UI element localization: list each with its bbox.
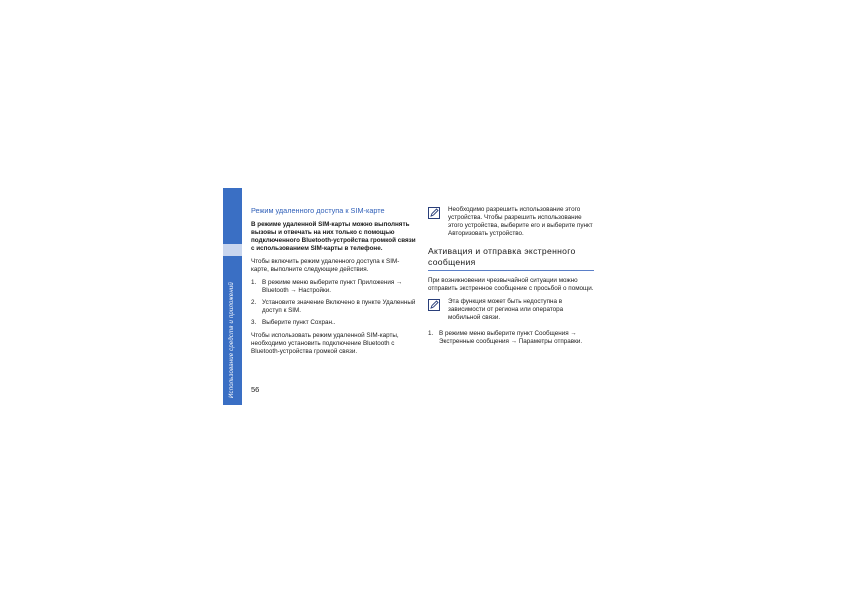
step-item — [251, 279, 416, 295]
note-text: Эта функция может быть недоступна в зависимости от региона или оператора мобильной связи. — [448, 298, 564, 321]
step-number: 1. — [251, 279, 257, 286]
step-number: 3. — [251, 319, 257, 326]
step-number: 2. — [251, 299, 257, 306]
step-item — [251, 299, 416, 315]
step-text: В режиме меню выберите пункт Сообщения → Экстренные сообщения → Параметры отправки. — [439, 330, 583, 345]
note-text: Необходимо разрешить использование этого устройства. Чтобы разрешить использование этого устройства, выберите его и выберите пункт Авторизовать устройство. — [448, 206, 593, 237]
emergency-intro: При возникновении чрезвычайной ситуации можно отправить экстренное сообщение с просьбой о помощи. — [428, 277, 594, 292]
note-block — [428, 206, 594, 238]
note-pencil-icon — [428, 299, 440, 311]
step-text: Установите значение Включено в пункте Удаленный доступ к SIM. — [262, 299, 416, 314]
emergency-steps — [428, 330, 594, 346]
emergency-section-title: Активация и отправка экстренного сообщения — [428, 246, 594, 271]
usage-instructions: Чтобы использовать режим удаленной SIM-карты, необходимо установить подключение Bluetooth с Bluetooth-устройства громкой связи. — [251, 332, 399, 355]
step-text: В режиме меню выберите пункт Приложения → Bluetooth → Настройки. — [262, 279, 403, 294]
note-block — [428, 298, 594, 322]
remote-sim-steps — [251, 279, 416, 327]
step-number: 1. — [428, 330, 434, 337]
right-column — [428, 206, 594, 351]
step-item — [428, 330, 594, 346]
note-pencil-icon — [428, 207, 440, 219]
side-tab-label: Использование средств и приложений — [229, 282, 235, 398]
step-item — [251, 319, 416, 327]
side-tab — [223, 188, 242, 405]
page-number: 56 — [251, 385, 260, 394]
step-text: Выберите пункт Сохран.. — [262, 319, 336, 326]
enable-instructions: Чтобы включить режим удаленного доступа к SIM-карте, выполните следующие действия. — [251, 258, 400, 273]
remote-sim-heading: Режим удаленного доступа к SIM-карте — [251, 206, 385, 215]
left-column — [251, 206, 416, 361]
remote-sim-intro: В режиме удаленной SIM-карты можно выполнять вызовы и отвечать на них только с помощью подключенного Bluetooth-устройства громкой связи с использованием SIM-карты в телефоне. — [251, 221, 416, 252]
